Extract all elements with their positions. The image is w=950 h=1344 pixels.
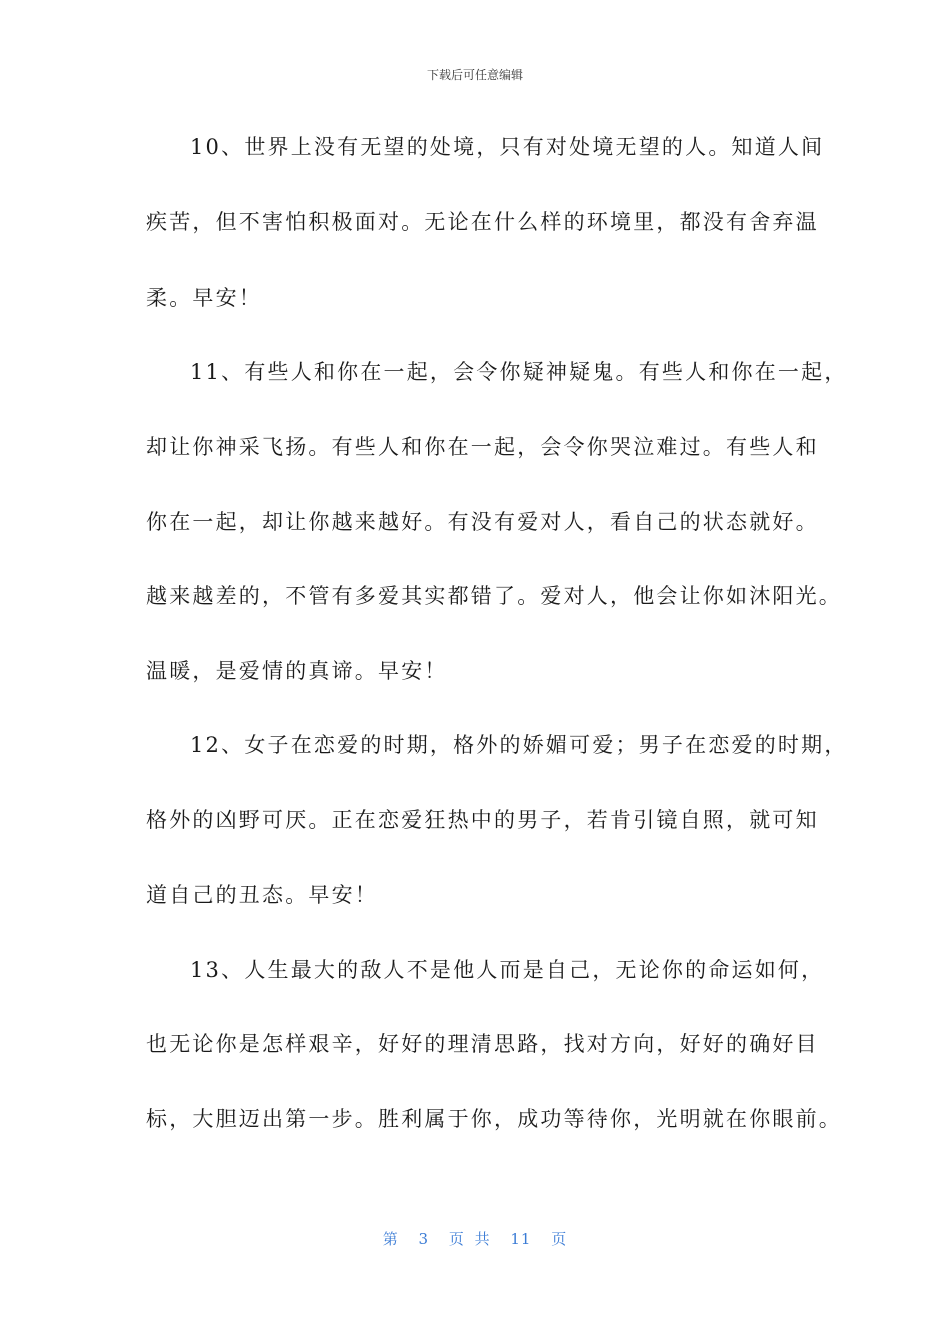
paragraph-11-line-1: 11、有些人和你在一起，会令你疑神疑鬼。有些人和你在一起，	[190, 360, 848, 384]
paragraph-10-line-1: 10、世界上没有无望的处境，只有对处境无望的人。知道人间	[190, 135, 825, 159]
paragraph-13-line-2: 也无论你是怎样艰辛，好好的理清思路，找对方向，好好的确好目	[146, 1032, 819, 1056]
footer-total-pages: 11	[510, 1230, 532, 1248]
paragraph-11-line-4: 越来越差的，不管有多爱其实都错了。爱对人，他会让你如沐阳光。	[146, 584, 842, 608]
paragraph-13-line-3: 标，大胆迈出第一步。胜利属于你，成功等待你，光明就在你眼前。	[146, 1107, 842, 1131]
paragraph-12-line-2: 格外的凶野可厌。正在恋爱狂热中的男子，若肯引镜自照，就可知	[146, 808, 819, 832]
footer-page-number: 3	[418, 1230, 430, 1248]
paragraph-10-line-3: 柔。早安！	[146, 286, 262, 310]
paragraph-10-line-2: 疾苦，但不害怕积极面对。无论在什么样的环境里，都没有舍弃温	[146, 210, 819, 234]
paragraph-12-line-3: 道自己的丑态。早安！	[146, 883, 378, 907]
paragraph-13-line-1: 13、人生最大的敌人不是他人而是自己，无论你的命运如何，	[190, 958, 825, 982]
page-header: 下载后可任意编辑	[426, 68, 523, 82]
paragraph-11-line-2: 却让你神采飞扬。有些人和你在一起，会令你哭泣难过。有些人和	[146, 435, 819, 459]
page-footer	[0, 1228, 950, 1249]
paragraph-11-line-3: 你在一起，却让你越来越好。有没有爱对人，看自己的状态就好。	[146, 510, 819, 534]
paragraph-11-line-5: 温暖，是爱情的真谛。早安！	[146, 659, 448, 683]
footer-prefix: 第	[382, 1230, 399, 1248]
paragraph-12-line-1: 12、女子在恋爱的时期，格外的娇媚可爱；男子在恋爱的时期，	[190, 733, 848, 757]
footer-suffix: 页	[551, 1230, 568, 1248]
footer-middle: 页 共	[448, 1230, 491, 1248]
